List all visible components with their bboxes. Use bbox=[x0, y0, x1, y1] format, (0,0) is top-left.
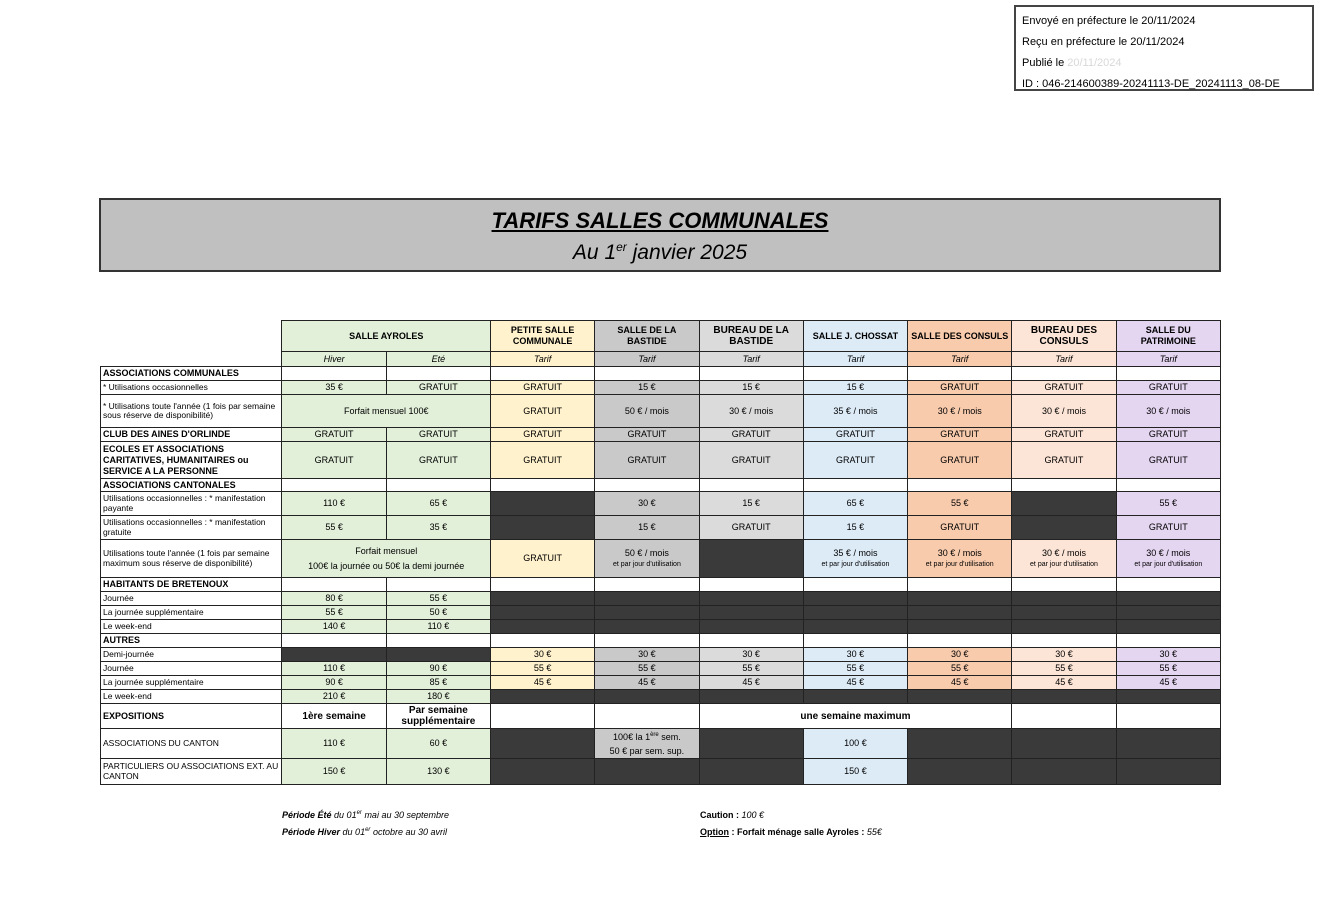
table-row bbox=[101, 759, 1221, 785]
subheader-tarif: Tarif bbox=[595, 352, 699, 367]
cell: GRATUIT bbox=[386, 442, 490, 479]
cell: 100 € bbox=[803, 729, 907, 759]
table-row bbox=[101, 395, 1221, 428]
cell-unavailable bbox=[1012, 516, 1116, 540]
cell: 50 € / mois bbox=[595, 395, 699, 428]
cell: 30 € / mois bbox=[699, 395, 803, 428]
cell: GRATUIT bbox=[699, 516, 803, 540]
cell: GRATUIT bbox=[699, 442, 803, 479]
section-habitants: HABITANTS DE BRETENOUX bbox=[101, 578, 282, 592]
cell: GRATUIT bbox=[1116, 381, 1220, 395]
cell: 30 € bbox=[908, 648, 1012, 662]
row-label: * Utilisations toute l'année (1 fois par semaine sous réserve de disponibilité) bbox=[101, 395, 282, 428]
stamp-published-date: 20/11/2024 bbox=[1067, 57, 1122, 69]
cell: 180 € bbox=[386, 690, 490, 704]
cell: 30 € / mois bbox=[1116, 395, 1220, 428]
row-label: Demi-journée bbox=[101, 648, 282, 662]
header-ayroles: SALLE AYROLES bbox=[282, 321, 491, 352]
cell: GRATUIT bbox=[908, 381, 1012, 395]
cell: 15 € bbox=[595, 516, 699, 540]
cell: 150 € bbox=[803, 759, 907, 785]
cell: 55 € bbox=[908, 492, 1012, 516]
stamp-sent: Envoyé en préfecture le 20/11/2024 bbox=[1022, 15, 1196, 27]
cell: GRATUIT bbox=[803, 428, 907, 442]
cell: 30 € / mois bbox=[908, 395, 1012, 428]
table-row bbox=[101, 648, 1221, 662]
cell-unavailable bbox=[491, 492, 595, 516]
header-consuls: SALLE DES CONSULS bbox=[908, 321, 1012, 352]
cell: 150 € bbox=[282, 759, 386, 785]
cell: 45 € bbox=[699, 676, 803, 690]
subheader-tarif: Tarif bbox=[803, 352, 907, 367]
cell: GRATUIT bbox=[1116, 442, 1220, 479]
note-hiver: Période Hiver du 01er octobre au 30 avril bbox=[282, 827, 447, 837]
section-row bbox=[101, 479, 1221, 492]
cell: 45 € bbox=[595, 676, 699, 690]
tariff-table bbox=[100, 320, 1221, 785]
cell: 55 € bbox=[803, 662, 907, 676]
cell: 30 € bbox=[803, 648, 907, 662]
cell: 55 € bbox=[1116, 662, 1220, 676]
cell: GRATUIT bbox=[282, 428, 386, 442]
cell: 1ère semaine bbox=[282, 704, 386, 729]
table-row bbox=[101, 428, 1221, 442]
row-label: Journée bbox=[101, 662, 282, 676]
table-row bbox=[101, 690, 1221, 704]
cell: GRATUIT bbox=[491, 428, 595, 442]
cell: GRATUIT bbox=[803, 442, 907, 479]
row-label: Utilisations toute l'année (1 fois par semaine maximum sous réserve de disponibilité) bbox=[101, 540, 282, 578]
cell: 35 € / mois et par jour d'utilisation bbox=[803, 540, 907, 578]
header-chossat: SALLE J. CHOSSAT bbox=[803, 321, 907, 352]
note-ete: Période Été du 01er mai au 30 septembre bbox=[282, 810, 449, 820]
cell: GRATUIT bbox=[1012, 428, 1116, 442]
row-label: Utilisations occasionnelles : * manifestation gratuite bbox=[101, 516, 282, 540]
cell: 35 € bbox=[282, 381, 386, 395]
cell: GRATUIT bbox=[491, 540, 595, 578]
cell: 110 € bbox=[282, 729, 386, 759]
cell: 30 € / mois et par jour d'utilisation bbox=[908, 540, 1012, 578]
subheader-tarif: Tarif bbox=[491, 352, 595, 367]
cell: 55 € bbox=[282, 606, 386, 620]
cell: 90 € bbox=[386, 662, 490, 676]
cell: 55 € bbox=[491, 662, 595, 676]
cell: GRATUIT bbox=[1116, 516, 1220, 540]
cell: 110 € bbox=[282, 492, 386, 516]
cell: 45 € bbox=[1116, 676, 1220, 690]
cell: 65 € bbox=[803, 492, 907, 516]
header-empty bbox=[101, 321, 282, 352]
table-row bbox=[101, 620, 1221, 634]
cell: 45 € bbox=[1012, 676, 1116, 690]
cell: 80 € bbox=[282, 592, 386, 606]
cell: 15 € bbox=[595, 381, 699, 395]
cell: 210 € bbox=[282, 690, 386, 704]
cell: 45 € bbox=[491, 676, 595, 690]
cell: GRATUIT bbox=[908, 428, 1012, 442]
table-row bbox=[101, 381, 1221, 395]
stamp-published: Publié le 20/11/2024 bbox=[1022, 57, 1122, 69]
note-option: Option : Forfait ménage salle Ayroles : 55€ bbox=[700, 827, 882, 837]
section-row bbox=[101, 367, 1221, 381]
cell: 55 € bbox=[699, 662, 803, 676]
cell: 45 € bbox=[803, 676, 907, 690]
page-title: TARIFS SALLES COMMUNALES bbox=[491, 208, 829, 233]
cell: 55 € bbox=[386, 592, 490, 606]
cell: 100€ la 1ère sem. 50 € par sem. sup. bbox=[595, 729, 699, 759]
table-row bbox=[101, 442, 1221, 479]
cell: 15 € bbox=[803, 516, 907, 540]
subheader-tarif: Tarif bbox=[1116, 352, 1220, 367]
subheader-hiver: Hiver bbox=[282, 352, 386, 367]
cell: 90 € bbox=[282, 676, 386, 690]
cell: GRATUIT bbox=[1012, 442, 1116, 479]
cell-unavailable bbox=[491, 516, 595, 540]
page-subtitle: Au 1er janvier 2025 bbox=[572, 240, 748, 264]
cell: 15 € bbox=[699, 492, 803, 516]
subheader-tarif: Tarif bbox=[699, 352, 803, 367]
cell: Par semaine supplémentaire bbox=[386, 704, 490, 729]
cell: 15 € bbox=[803, 381, 907, 395]
cell: 30 € / mois bbox=[1012, 395, 1116, 428]
cell-unavailable bbox=[699, 540, 803, 578]
prefecture-stamp bbox=[1014, 5, 1314, 91]
row-label: * Utilisations occasionnelles bbox=[101, 381, 282, 395]
stamp-id: ID : 046-214600389-20241113-DE_20241113_08-DE bbox=[1022, 78, 1280, 90]
cell: 50 € / mois et par jour d'utilisation bbox=[595, 540, 699, 578]
subheader-tarif: Tarif bbox=[1012, 352, 1116, 367]
table-row bbox=[101, 606, 1221, 620]
table-row bbox=[101, 540, 1221, 578]
section-assoc-cantonales: ASSOCIATIONS CANTONALES bbox=[101, 479, 282, 492]
cell: 55 € bbox=[595, 662, 699, 676]
table-row bbox=[101, 592, 1221, 606]
table-row bbox=[101, 662, 1221, 676]
cell: 30 € / mois et par jour d'utilisation bbox=[1116, 540, 1220, 578]
row-label: La journée supplémentaire bbox=[101, 606, 282, 620]
cell: 35 € / mois bbox=[803, 395, 907, 428]
subheader-row bbox=[101, 352, 1221, 367]
cell: 60 € bbox=[386, 729, 490, 759]
title-box bbox=[99, 198, 1221, 272]
cell: 50 € bbox=[386, 606, 490, 620]
table-row bbox=[101, 492, 1221, 516]
cell: GRATUIT bbox=[595, 442, 699, 479]
cell: GRATUIT bbox=[282, 442, 386, 479]
row-label: La journée supplémentaire bbox=[101, 676, 282, 690]
cell: 65 € bbox=[386, 492, 490, 516]
cell: GRATUIT bbox=[386, 428, 490, 442]
row-label: Le week-end bbox=[101, 620, 282, 634]
row-label: CLUB DES AINES D'ORLINDE bbox=[101, 428, 282, 442]
row-label: ASSOCIATIONS DU CANTON bbox=[101, 729, 282, 759]
cell: GRATUIT bbox=[386, 381, 490, 395]
note-caution: Caution : 100 € bbox=[700, 810, 765, 820]
cell: 45 € bbox=[908, 676, 1012, 690]
cell: GRATUIT bbox=[595, 428, 699, 442]
section-assoc-communales: ASSOCIATIONS COMMUNALES bbox=[101, 367, 282, 381]
cell: 30 € bbox=[491, 648, 595, 662]
cell: 110 € bbox=[282, 662, 386, 676]
stamp-received: Reçu en préfecture le 20/11/2024 bbox=[1022, 36, 1185, 48]
cell: GRATUIT bbox=[908, 516, 1012, 540]
table-row bbox=[101, 704, 1221, 729]
subheader-ete: Eté bbox=[386, 352, 490, 367]
cell: 55 € bbox=[908, 662, 1012, 676]
row-label: ECOLES ET ASSOCIATIONS CARITATIVES, HUMANITAIRES ou SERVICE A LA PERSONNE bbox=[101, 442, 282, 479]
cell: Forfait mensuel 100€ bbox=[282, 395, 491, 428]
cell: 30 € bbox=[1012, 648, 1116, 662]
table-row bbox=[101, 516, 1221, 540]
cell: GRATUIT bbox=[491, 442, 595, 479]
cell: 85 € bbox=[386, 676, 490, 690]
row-label: Utilisations occasionnelles : * manifestation payante bbox=[101, 492, 282, 516]
cell: 55 € bbox=[1116, 492, 1220, 516]
cell: 30 € bbox=[595, 492, 699, 516]
header-row bbox=[101, 321, 1221, 352]
row-label: Le week-end bbox=[101, 690, 282, 704]
cell: 30 € bbox=[699, 648, 803, 662]
header-bastide: SALLE DE LA BASTIDE bbox=[595, 321, 699, 352]
row-label: PARTICULIERS OU ASSOCIATIONS EXT. AU CANTON bbox=[101, 759, 282, 785]
cell: 130 € bbox=[386, 759, 490, 785]
cell: GRATUIT bbox=[1116, 428, 1220, 442]
header-bureau-consuls: BUREAU DES CONSULS bbox=[1012, 321, 1116, 352]
cell: GRATUIT bbox=[491, 395, 595, 428]
cell: une semaine maximum bbox=[699, 704, 1012, 729]
cell: 110 € bbox=[386, 620, 490, 634]
cell: 55 € bbox=[282, 516, 386, 540]
header-bureau-bastide: BUREAU DE LA BASTIDE bbox=[699, 321, 803, 352]
section-expositions: EXPOSITIONS bbox=[101, 704, 282, 729]
table-row bbox=[101, 729, 1221, 759]
section-autres: AUTRES bbox=[101, 634, 282, 648]
cell: GRATUIT bbox=[908, 442, 1012, 479]
cell: 30 € bbox=[595, 648, 699, 662]
cell: 35 € bbox=[386, 516, 490, 540]
cell: Forfait mensuel 100€ la journée ou 50€ la demi journée bbox=[282, 540, 491, 578]
table-row bbox=[101, 676, 1221, 690]
cell: 30 € bbox=[1116, 648, 1220, 662]
cell: GRATUIT bbox=[491, 381, 595, 395]
subheader-tarif: Tarif bbox=[908, 352, 1012, 367]
cell: 140 € bbox=[282, 620, 386, 634]
header-petite-salle: PETITE SALLE COMMUNALE bbox=[491, 321, 595, 352]
cell-unavailable bbox=[1012, 492, 1116, 516]
cell: GRATUIT bbox=[1012, 381, 1116, 395]
cell: 55 € bbox=[1012, 662, 1116, 676]
section-row bbox=[101, 578, 1221, 592]
row-label: Journée bbox=[101, 592, 282, 606]
header-patrimoine: SALLE DU PATRIMOINE bbox=[1116, 321, 1220, 352]
cell: 30 € / mois et par jour d'utilisation bbox=[1012, 540, 1116, 578]
cell: 15 € bbox=[699, 381, 803, 395]
section-row bbox=[101, 634, 1221, 648]
cell: GRATUIT bbox=[699, 428, 803, 442]
